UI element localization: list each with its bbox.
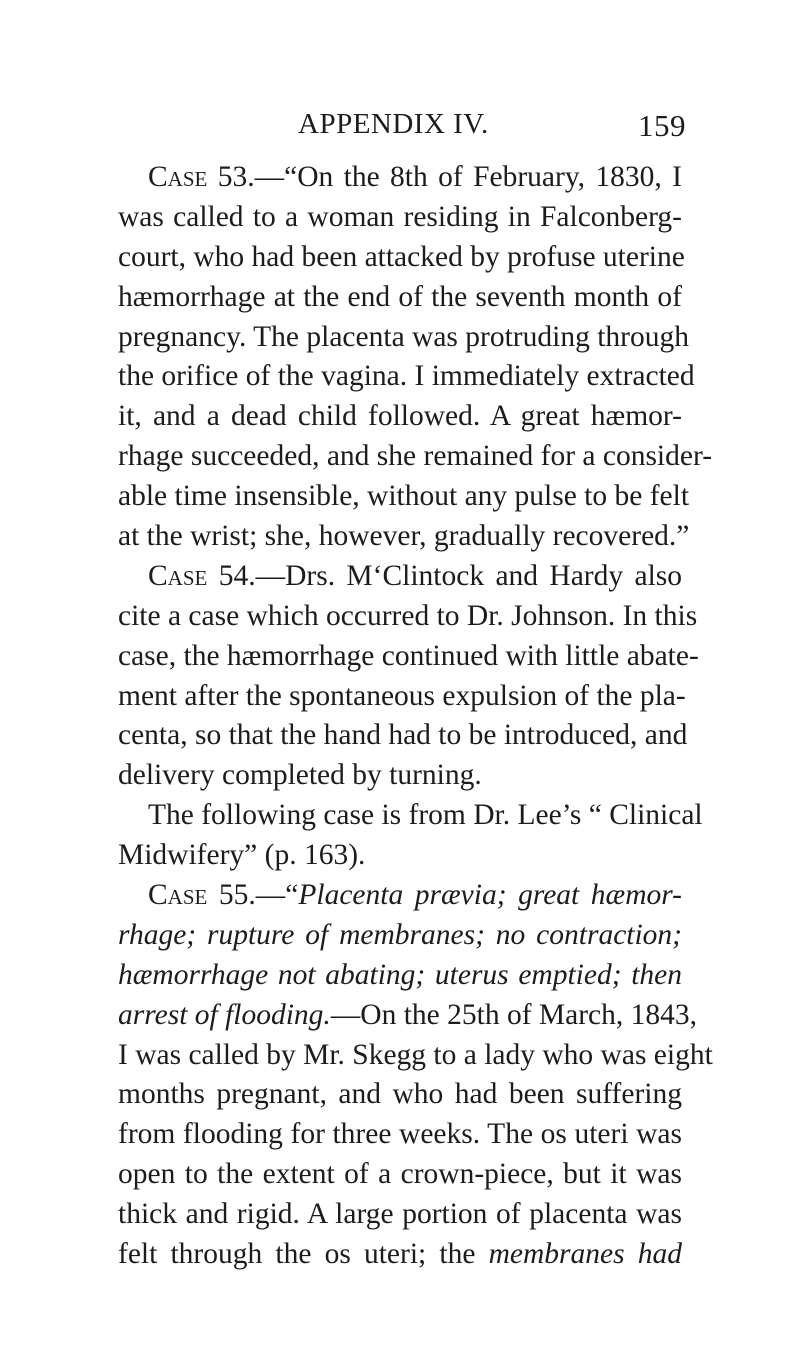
text-line <box>118 318 689 358</box>
text-segment: I was called by Mr. Skegg to a lady who was eight <box>118 1038 713 1071</box>
text-segment: open to the extent of a crown-piece, but it was <box>118 1158 682 1191</box>
text-line <box>118 238 685 278</box>
text-segment: cite a case which occurred to Dr. Johnson. In this <box>118 599 698 632</box>
italic-text: rhage; rupture of membranes; no contraction; <box>118 918 682 951</box>
text-line <box>118 198 682 238</box>
text-segment: it, and a dead child followed. A great hæmor- <box>118 400 682 433</box>
text-line <box>118 836 682 876</box>
text-line <box>118 637 699 677</box>
text-segment: felt through the os uteri; the <box>118 1238 489 1271</box>
text-segment: at the wrist; she, however, gradually recovered.” <box>118 520 690 553</box>
text-line <box>118 876 682 916</box>
text-line <box>118 1235 682 1275</box>
italic-text: hæmorrhage not abating; uterus emptied; then <box>118 958 682 991</box>
text-line <box>118 916 682 956</box>
text-line <box>118 158 682 198</box>
text-segment: centa, so that the hand had to be introduced, and <box>118 719 688 752</box>
text-segment: 53.—“On the 8th of February, 1830, I <box>207 161 682 193</box>
text-line <box>118 1075 682 1115</box>
text-line <box>118 597 698 637</box>
text-line <box>118 677 686 717</box>
text-segment: case, the hæmorrhage continued with little abate- <box>118 639 699 672</box>
text-segment: pregnancy. The placenta was protruding through <box>118 320 689 353</box>
case-label: Case <box>148 161 208 193</box>
text-line <box>118 1155 682 1195</box>
text-segment: court, who had been attacked by profuse uterine <box>118 240 685 273</box>
text-segment: months pregnant, and who had been suffering <box>118 1078 682 1111</box>
text-segment: thick and rigid. A large portion of placenta was <box>118 1198 682 1231</box>
text-segment: Midwifery” (p. 163). <box>118 839 366 872</box>
text-segment: hæmorrhage at the end of the seventh month of <box>118 280 682 313</box>
text-segment: 55.—“ <box>207 879 299 912</box>
page-number: 159 <box>638 108 686 143</box>
text-line <box>118 517 690 557</box>
text-segment: 54.—Drs. M‘Clintock and Hardy also <box>207 559 682 592</box>
text-line <box>118 477 690 517</box>
text-segment: from flooding for three weeks. The os uteri was <box>118 1118 682 1151</box>
text-line <box>118 956 682 996</box>
text-segment: delivery completed by turning. <box>118 759 482 792</box>
case-label: Case <box>148 559 208 592</box>
italic-text: arrest of flooding. <box>118 998 331 1031</box>
text-line <box>118 557 682 597</box>
text-segment: rhage succeeded, and she remained for a consider- <box>118 440 713 473</box>
text-segment: was called to a woman residing in Falconberg- <box>118 200 682 233</box>
text-line <box>118 1115 682 1155</box>
running-head <box>120 108 686 148</box>
text-segment: able time insensible, without any pulse to be felt <box>118 480 690 513</box>
text-line <box>118 437 713 477</box>
text-line <box>118 397 682 437</box>
text-line <box>118 357 695 397</box>
text-segment: ment after the spontaneous expulsion of the pla- <box>118 679 686 712</box>
text-line <box>118 1195 682 1235</box>
text-line <box>118 278 682 318</box>
text-line <box>118 756 682 796</box>
italic-text: membranes had <box>488 1238 682 1271</box>
text-line <box>118 796 703 836</box>
text-line <box>118 1036 713 1076</box>
body-text <box>118 158 713 1275</box>
text-segment: The following case is from Dr. Lee’s “ Clinical <box>148 799 703 832</box>
case-label: Case <box>148 879 208 912</box>
text-segment: the orifice of the vagina. I immediately extracted <box>118 360 695 393</box>
text-line <box>118 716 688 756</box>
running-title: APPENDIX IV. <box>298 108 489 140</box>
text-segment: —On the 25th of March, 1843, <box>330 998 698 1031</box>
text-line <box>118 996 698 1036</box>
italic-text: Placenta prævia; great hæmor- <box>298 879 682 912</box>
